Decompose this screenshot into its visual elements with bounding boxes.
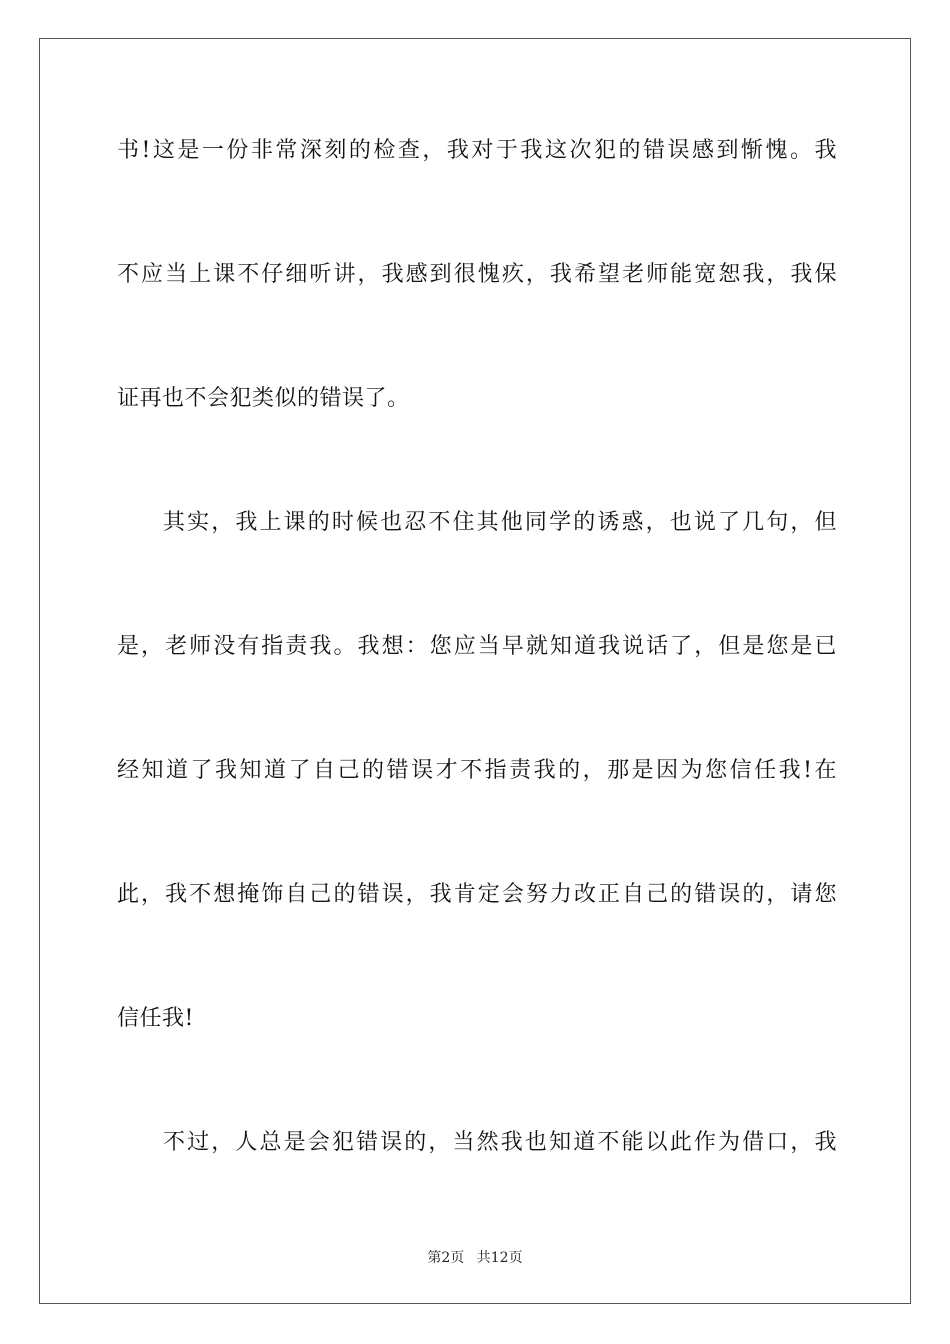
page-frame	[39, 38, 911, 1304]
text-line: 书!这是一份非常深刻的检查，我对于我这次犯的错误感到惭愧。我	[117, 138, 837, 163]
text-line: 是，老师没有指责我。我想：您应当早就知道我说话了，但是您是已	[117, 634, 837, 659]
paragraph-start-line: 不过，人总是会犯错误的，当然我也知道不能以此作为借口，我	[163, 1130, 837, 1155]
text-line: 此，我不想掩饰自己的错误，我肯定会努力改正自己的错误的，请您	[117, 882, 837, 907]
page-footer	[0, 1247, 950, 1267]
page-number: 第2页	[427, 1250, 465, 1266]
paragraph-start-line: 其实，我上课的时候也忍不住其他同学的诱惑，也说了几句，但	[163, 510, 837, 535]
text-line: 信任我!	[117, 1006, 194, 1031]
page-total: 共12页	[476, 1250, 523, 1266]
text-line: 不应当上课不仔细听讲，我感到很愧疚，我希望老师能宽恕我，我保	[117, 262, 837, 287]
text-line: 经知道了我知道了自己的错误才不指责我的，那是因为您信任我!在	[117, 758, 837, 783]
text-line: 证再也不会犯类似的错误了。	[117, 386, 410, 411]
